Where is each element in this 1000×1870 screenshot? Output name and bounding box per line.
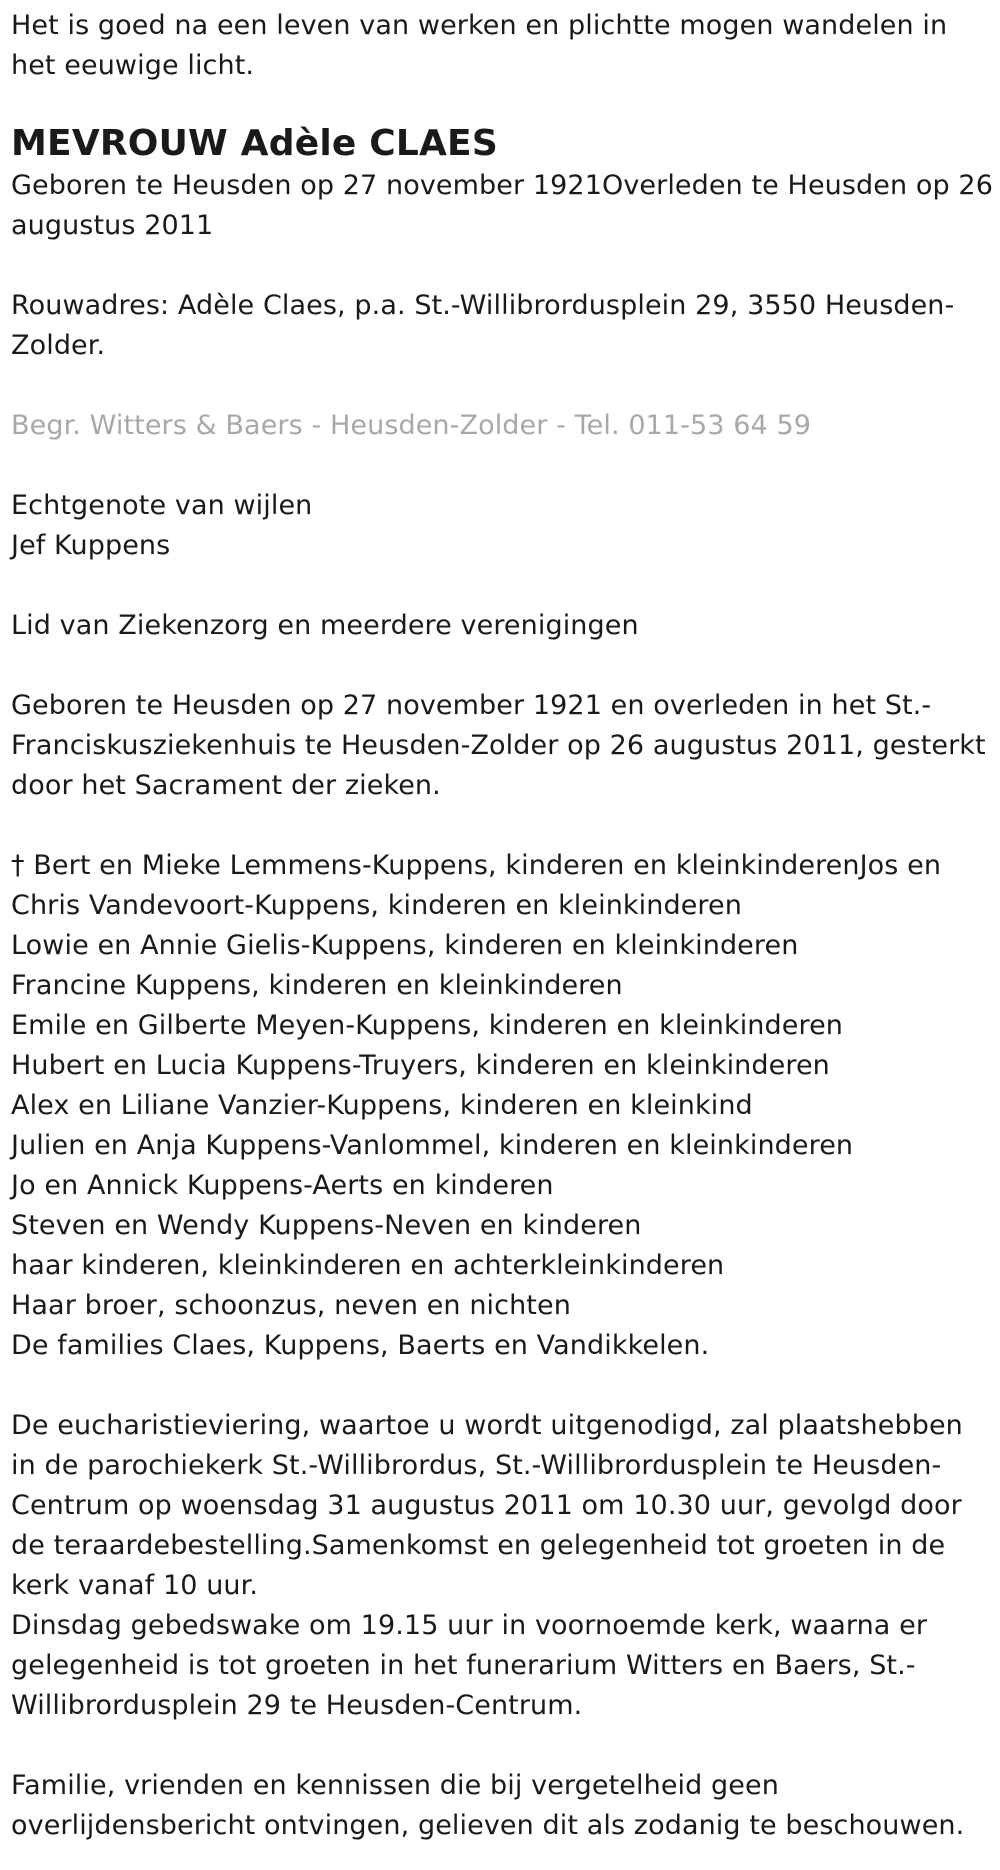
family-line: Alex en Liliane Vanzier-Kuppens, kinderen en kleinkind [11,1090,753,1121]
spouse-line-2: Jef Kuppens [11,530,171,561]
family-line: Haar broer, schoonzus, neven en nichten [11,1290,571,1321]
intro-text: Het is goed na een leven van werken en plichtte mogen wandelen in het eeuwige licht. [11,10,948,81]
deceased-name: MEVROUW Adèle CLAES [11,123,498,164]
family-line: Francine Kuppens, kinderen en kleinkinderen [11,970,623,1001]
spouse-block [11,486,996,566]
family-line: Steven en Wendy Kuppens-Neven en kinderen [11,1210,642,1241]
family-line: Julien en Anja Kuppens-Vanlommel, kinderen en kleinkinderen [11,1130,854,1161]
family-list [11,846,996,1366]
family-line: Emile en Gilberte Meyen-Kuppens, kinderen en kleinkinderen [11,1010,843,1041]
bio-text: Geboren te Heusden op 27 november 1921 en overleden in het St.-Franciskusziekenhuis te Heusden-Zolder op 26 augustus 2011, gesterkt door het Sacrament der zieken. [11,690,986,801]
family-line: † Bert en Mieke Lemmens-Kuppens, kinderen en kleinkinderenJos en Chris Vandevoort-Kuppens, kinderen en kleinkinderen [11,850,942,921]
closing-text: Familie, vrienden en kennissen die bij vergetelheid geen overlijdensbericht ontvingen, gelieven dit als zodanig te beschouwen. [11,1770,965,1841]
address-text: Rouwadres: Adèle Claes, p.a. St.-Willibrordusplein 29, 3550 Heusden-Zolder. [11,290,955,361]
birth-death-text: Geboren te Heusden op 27 november 1921Overleden te Heusden op 26 augustus 2011 [11,170,993,241]
spouse-line-1: Echtgenote van wijlen [11,490,313,521]
undertaker-text: Begr. Witters & Baers - Heusden-Zolder - Tel. 011-53 64 59 [11,410,812,441]
ceremony-text: De eucharistieviering, waartoe u wordt uitgenodigd, zal plaatshebben in de parochiekerk St.-Willibrordus, St.-Willibrordusplein te Heusden-Centrum op woensdag 31 augustus 2011 om 10.30 uur, gevolgd door de teraardebestelling.Samenkomst en gelegenheid tot groeten in de kerk vanaf 10 uur. [11,1410,963,1601]
vigil-text: Dinsdag gebedswake om 19.15 uur in voornoemde kerk, waarna er gelegenheid is tot groeten in het funerarium Witters en Baers, St.-Willibrordusplein 29 te Heusden-Centrum. [11,1610,928,1721]
membership-text: Lid van Ziekenzorg en meerdere verenigingen [11,610,639,641]
family-line: Lowie en Annie Gielis-Kuppens, kinderen en kleinkinderen [11,930,799,961]
family-line: Jo en Annick Kuppens-Aerts en kinderen [11,1170,554,1201]
family-line: De families Claes, Kuppens, Baerts en Vandikkelen. [11,1330,710,1361]
family-line: Hubert en Lucia Kuppens-Truyers, kinderen en kleinkinderen [11,1050,830,1081]
family-line: haar kinderen, kleinkinderen en achterkleinkinderen [11,1250,725,1281]
